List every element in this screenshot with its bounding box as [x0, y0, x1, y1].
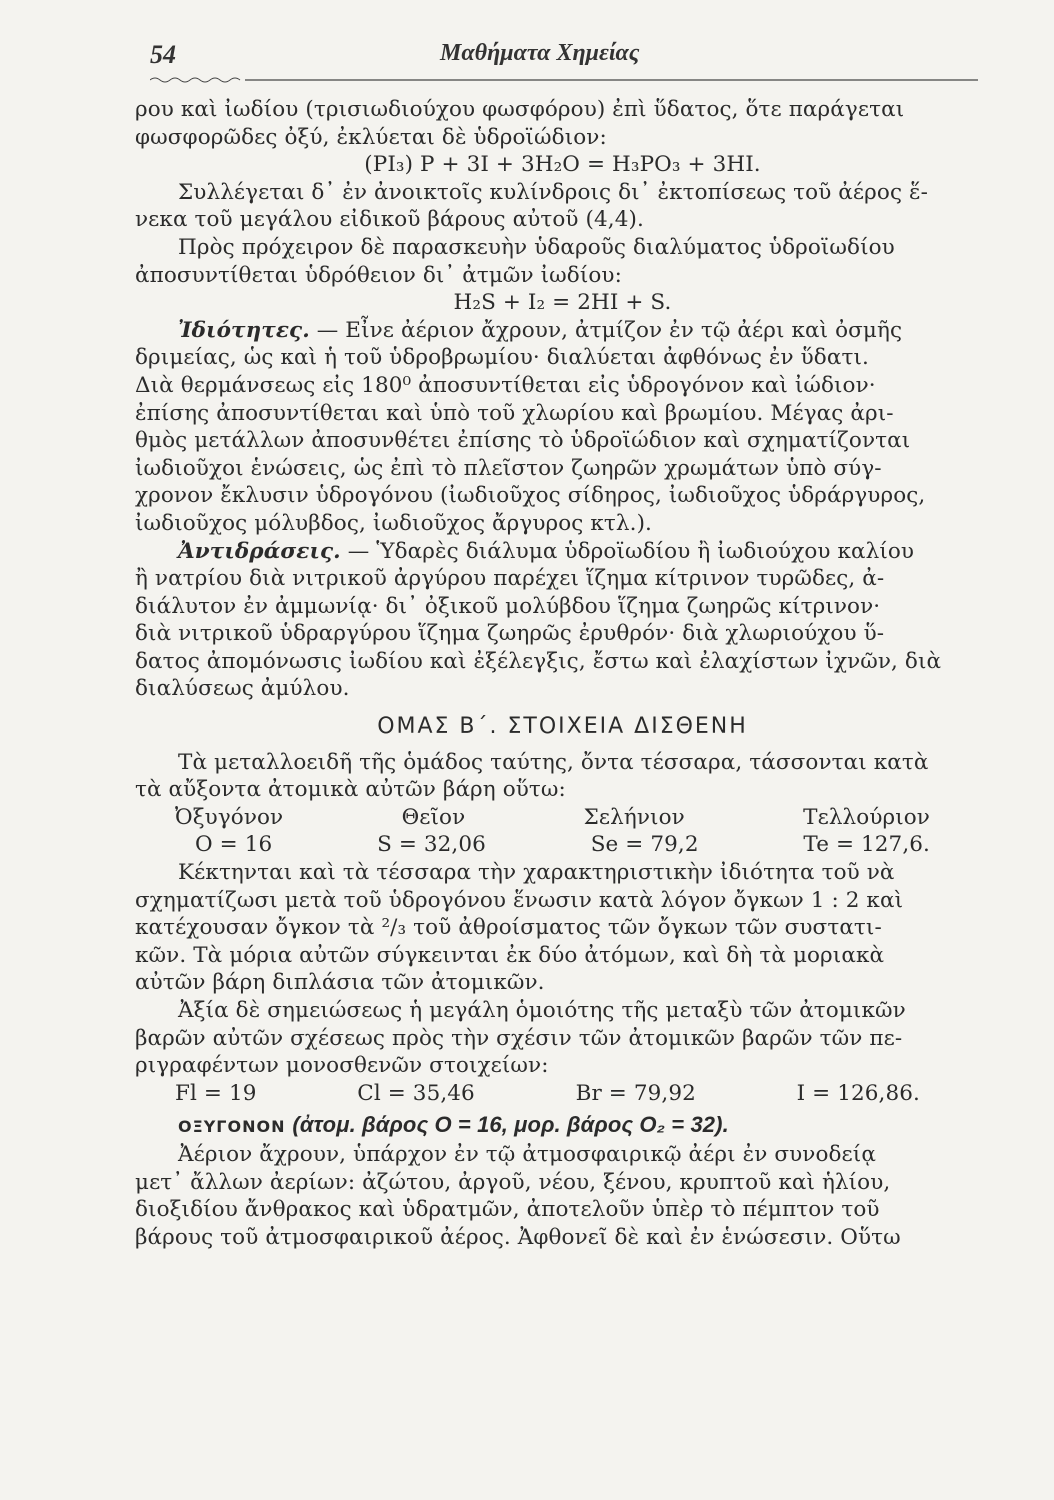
text-line: ἀποσυντίθεται ὑδρόθειον δι᾿ ἀτμῶν ἰωδίου:: [135, 262, 622, 288]
text-line: θμὸς μετάλλων ἀποσυνθέτει ἐπίσης τὸ ὑδροϊώδιον καὶ σχηματίζονται: [135, 428, 911, 454]
text-line: — Ὑδαρὲς διάλυμα ὑδροϊωδίου ἢ ἰωδιούχου καλίου: [340, 538, 915, 564]
text-line: — Εἶνε ἀέριον ἄχρουν, ἀτμίζον ἐν τῷ ἀέρι καὶ ὀσμῆς: [309, 317, 903, 343]
text-line: τὰ αὔξοντα ἀτομικὰ αὐτῶν βάρη οὕτω:: [135, 777, 566, 803]
equation-hydrogen-sulfide: H₂S + I₂ = 2HI + S.: [453, 290, 672, 316]
element-weight: Se = 79,2: [590, 832, 699, 858]
reactions-heading: Ἀντιδράσεις.: [178, 538, 341, 564]
text-line: ἰωδιοῦχοι ἑνώσεις, ὡς ἐπὶ τὸ πλεῖστον ζωηρῶν χρωμάτων ὑπὸ σύγ-: [135, 455, 882, 481]
text-line: διὰ νιτρικοῦ ὑδραργύρου ἵζημα ζωηρῶς ἐρυθρόν· διὰ χλωριούχου ὕ-: [135, 621, 885, 647]
oxygen-weights: (ἀτομ. βάρος O = 16, μορ. βάρος O₂ = 32).: [292, 1112, 729, 1138]
element-name: Σελήνιον: [583, 804, 685, 830]
text-line: ἰωδιοῦχος μόλυβδος, ἰωδιοῦχος ἄργυρος κτλ.).: [135, 510, 652, 536]
running-title: Μαθήματα Χημείας: [440, 40, 640, 66]
page-body: [135, 96, 990, 1251]
text-line: μετ᾿ ἄλλων ἀερίων: ἀζώτου, ἀργοῦ, νέου, ξένου, κρυπτοῦ καὶ ἡλίου,: [135, 1169, 891, 1195]
halogen-weight: Br = 79,92: [575, 1080, 696, 1106]
text-line: χρονον ἔκλυσιν ὑδρογόνου (ἰωδιοῦχος σίδηρος, ἰωδιοῦχος ὑδράργυρος,: [135, 483, 926, 509]
text-line: βαρῶν αὐτῶν σχέσεως πρὸς τὴν σχέσιν τῶν ἀτομικῶν βαρῶν τῶν πε-: [135, 1025, 903, 1051]
text-line: διαλύσεως ἀμύλου.: [135, 676, 350, 702]
section-heading-group-b: ΟΜΑΣ Β΄. ΣΤΟΙΧΕΙΑ ΔΙΣΘΕΝΗ: [377, 714, 748, 740]
text-line: δατος ἀπομόνωσις ἰωδίου καὶ ἐξέλεγξις, ἔστω καὶ ἐλαχίστων ἰχνῶν, διὰ: [135, 648, 942, 674]
text-line: Ἀέριον ἄχρουν, ὑπάρχον ἐν τῷ ἀτμοσφαιρικῷ ἀέρι ἐν συνοδείᾳ: [178, 1141, 876, 1167]
text-line: κατέχουσαν ὄγκον τὰ ²/₃ τοῦ ἀθροίσματος τῶν ὄγκων τῶν συστατι-: [135, 915, 882, 941]
text-line: Ἀξία δὲ σημειώσεως ἡ μεγάλη ὁμοιότης τῆς μεταξὺ τῶν ἀτομικῶν: [178, 998, 906, 1023]
element-weight: S = 32,06: [377, 832, 486, 858]
element-weight: O = 16: [195, 832, 273, 858]
text-line: νεκα τοῦ μεγάλου εἰδικοῦ βάρους αὐτοῦ (4,4).: [135, 207, 644, 233]
halogen-weight: Cl = 35,46: [357, 1080, 475, 1106]
halogen-weights-row: [135, 1080, 990, 1108]
text-line: Κέκτηνται καὶ τὰ τέσσαρα τὴν χαρακτηριστικὴν ἰδιότητα τοῦ νὰ: [178, 860, 895, 886]
text-line: δριμείας, ὡς καὶ ἡ τοῦ ὑδροβρωμίου· διαλύεται ἀφθόνως ἐν ὕδατι.: [135, 345, 869, 371]
text-line: φωσφορῶδες ὀξύ, ἐκλύεται δὲ ὑδροϊώδιον:: [135, 124, 607, 150]
oxygen-title: ΟΞΥΓΟΝΟΝ: [178, 1117, 286, 1137]
text-line: Συλλέγεται δ᾿ ἐν ἀνοικτοῖς κυλίνδροις δι᾿ ἐκτοπίσεως τοῦ ἀέρος ἕ-: [178, 179, 929, 205]
text-line: ἢ νατρίου διὰ νιτρικοῦ ἀργύρου παρέχει ἵζημα κίτρινον τυρῶδες, ἀ-: [135, 566, 885, 592]
header-wavy-rule: [150, 76, 978, 84]
paragraph-reactions: [135, 538, 990, 566]
oxygen-heading: [135, 1111, 990, 1141]
page-number: 54: [150, 40, 176, 69]
text-line: διάλυτον ἐν ἀμμωνίᾳ· δι᾿ ὀξικοῦ μολύβδου ἵζημα ζωηρῶς κίτρινον·: [135, 593, 881, 619]
text-line: ἐπίσης ἀποσυντίθεται καὶ ὑπὸ τοῦ χλωρίου καὶ βρωμίου. Μέγας ἀρι-: [135, 400, 894, 426]
element-name: Θεῖον: [401, 804, 466, 830]
text-line: βάρους τοῦ ἀτμοσφαιρικοῦ ἀέρος. Ἀφθονεῖ δὲ καὶ ἐν ἑνώσεσιν. Οὕτω: [135, 1224, 901, 1250]
text-line: διοξιδίου ἄνθρακος καὶ ὑδρατμῶν, ἀποτελοῦν ὑπὲρ τὸ πέμπτον τοῦ: [135, 1197, 880, 1223]
element-weights-row: [135, 831, 990, 859]
text-line: αὐτῶν βάρη διπλάσια τῶν ἀτομικῶν.: [135, 970, 545, 996]
element-weight: Te = 127,6.: [803, 832, 930, 858]
equation-phosphorous-acid: (PI₃) P + 3I + 3H₂O = H₃PO₃ + 3HI.: [364, 152, 761, 178]
text-line: κῶν. Τὰ μόρια αὐτῶν σύγκεινται ἐκ δύο ἀτόμων, καὶ δὴ τὰ μοριακὰ: [135, 942, 885, 968]
element-name: Τελλούριον: [803, 804, 930, 830]
properties-heading: Ἰδιότητες.: [178, 317, 310, 343]
element-names-row: [135, 804, 990, 832]
text-line: ρου καὶ ἰωδίου (τρισιωδιούχου φωσφόρου) ἐπὶ ὕδατος, ὅτε παράγεται: [135, 97, 905, 122]
text-line: Διὰ θερμάνσεως εἰς 180⁰ ἀποσυντίθεται εἰς ὑδρογόνον καὶ ἰώδιον·: [135, 372, 876, 398]
text-line: σχηματίζωσι μετὰ τοῦ ὑδρογόνου ἕνωσιν κατὰ λόγον ὄγκων 1 : 2 καὶ: [135, 887, 904, 913]
paragraph-properties: [135, 317, 990, 345]
page-header: [150, 32, 978, 72]
text-line: Τὰ μεταλλοειδῆ τῆς ὁμάδος ταύτης, ὄντα τέσσαρα, τάσσονται κατὰ: [178, 749, 929, 775]
text-line: ριγραφέντων μονοσθενῶν στοιχείων:: [135, 1053, 549, 1079]
element-name: Ὀξυγόνον: [175, 804, 284, 830]
halogen-weight: Fl = 19: [175, 1080, 257, 1106]
halogen-weight: I = 126,86.: [796, 1080, 920, 1106]
text-line: Πρὸς πρόχειρον δὲ παρασκευὴν ὑδαροῦς διαλύματος ὑδροϊωδίου: [178, 234, 895, 260]
